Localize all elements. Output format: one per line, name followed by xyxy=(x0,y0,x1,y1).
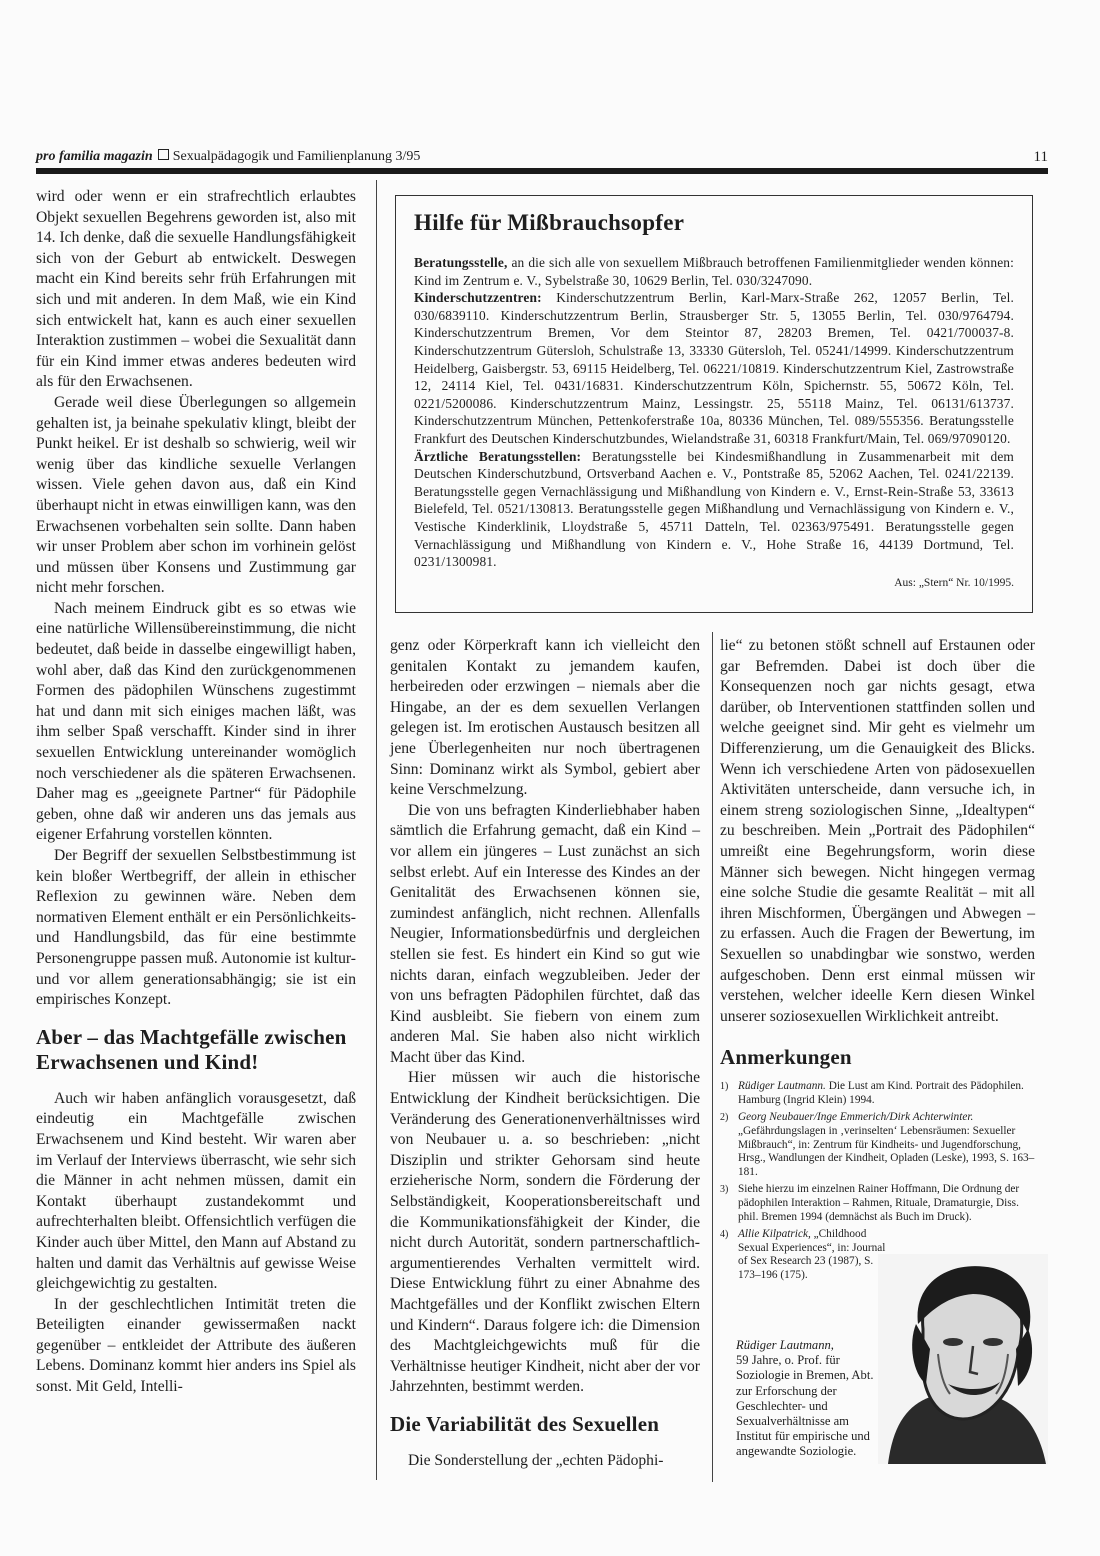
notes-heading: Anmerkungen xyxy=(720,1045,852,1070)
footnote-text: „Gefährdungslagen in ‚verinselten‘ Lebensräumen: Sexueller Mißbrauch“, in: Zentrum für Kindheits- und Jugendforschung, Hrsg., Wandlungen der Kindheit, Opladen (Leske), 1993, S. 163–181. xyxy=(738,1125,1035,1178)
footnote-text: Siehe hierzu im einzelnen Rainer Hoffmann, Die Ordnung der pädophilen Interaktion – Rahmen, Rituale, Dramaturgie, Diss. phil. Bremen 1994 (demnächst als Buch im Druck). xyxy=(738,1183,1020,1223)
footnote xyxy=(720,1080,1035,1107)
footnote xyxy=(720,1111,1035,1179)
footnote-number: 1) xyxy=(720,1081,729,1093)
box-label: Beratungsstelle, xyxy=(414,255,508,270)
column-left xyxy=(36,187,356,1398)
paragraph: lie“ zu betonen stößt schnell auf Erstaunen oder gar Befremden. Dabei ist doch über die Konsequenzen noch gar nichts gesagt, etwa darüber, ob Interventionen stattfinden sollen und welche geeignet sind. Mir geht es vielmehr um Differenzierung, um die Genauigkeit des Blicks. Wenn ich verschiedene Arten von pädosexuellen Aktivitäten unterscheide, dann versuche ich, in einem streng soziologischen Sinne, „Idealtypen“ zu beschreiben. Mein „Portrait des Pädophilen“ umreißt eine Begehrungsform, worin diese Männer sich bewegen. Nicht hingegen vermag eine solche Studie die gesamte Realität – mit all ihren Mischformen, Übergängen und Abwegen – zu erfassen. Auch die Fragen der Bewertung, im Sexuellen so unabdingbar wie sonstwo, werden aufgeschoben. Denn erst einmal müssen wir verstehen, welcher ideelle Kern diesen Winkel unserer soziosexuellen Wirklichkeit antreibt. xyxy=(720,637,1035,1025)
footnote-number: 3) xyxy=(720,1184,729,1196)
footnote-number: 4) xyxy=(720,1229,729,1241)
box-entry: Beratungsstelle bei Kindesmißhandlung in Zusammenarbeit mit dem Deutschen Kinderschutzbund, Ortsverband Aachen e. V., Pontstraße 85, 52062 Aachen, Tel. 0241/22139. Beratungsstelle gegen Vernachlässigung und Mißhandlung von Kindern e. V., Ernst-Rein-Straße 53, 33613 Bielefeld, Tel. 0521/130813. Beratungsstelle gegen Mißhandlung und Vernachlässigung von Kindern e. V., Vestische Kinderklinik, Lloydstraße 5, 45711 Datteln, Tel. 02363/975491. Beratungsstelle gegen Vernachlässigung und Mißhandlung von Kindern e. V., Hohe Straße 16, 44139 Dortmund, Tel. 0231/1300981. xyxy=(414,448,1014,570)
footnote-author: Georg Neubauer/Inge Emmerich/Dirk Achterwinter. xyxy=(738,1111,974,1124)
column-middle xyxy=(390,636,700,1472)
paragraph: wird oder wenn er ein strafrechtlich erlaubtes Objekt sexuellen Begehrens geworden ist, also mit 14. Ich denke, daß die sexuelle Handlungsfähigkeit sich von der Geburt ab entwickelt. Deswegen macht ein Kind bereits sehr früh Erfahrungen mit sich und mit anderen. In dem Maß, wie ein Kind sich entwickelt hat, kann es auch einer sexuellen Interaktion zustimmen – wobei die Sexualität dann für ein Kind immer etwas anderes bedeuten wird als für den Erwachsenen. xyxy=(36,188,356,391)
footnote-author: Allie Kilpatrick, xyxy=(738,1228,811,1241)
footnote-author: Rüdiger Lautmann. xyxy=(738,1080,826,1093)
box-source: Aus: „Stern“ Nr. 10/1995. xyxy=(894,576,1014,589)
box-text xyxy=(414,254,1014,571)
box-title: Hilfe für Mißbrauchsopfer xyxy=(414,210,685,235)
box-label: Kinderschutzzentren: xyxy=(414,290,542,306)
section-heading: Aber – das Machtgefälle zwischen Erwachsenen und Kind! xyxy=(36,1024,347,1074)
section-heading: Die Variabilität des Sexuellen xyxy=(390,1411,660,1436)
page-header xyxy=(36,148,1048,166)
footnote-text: Die Lust am Kind. Portrait des Pädophilen. Hamburg (Ingrid Klein) 1994. xyxy=(738,1080,1024,1106)
author-name: Rüdiger Lautmann, xyxy=(736,1338,834,1352)
paragraph: genz oder Körperkraft kann ich vielleicht den genitalen Kontakt zu jemandem kaufen, herbeireden oder erzwingen – niemals aber die Hingabe, an der es dem sexuellen Verlangen gelegen ist. Im erotischen Austausch besitzen all jene Überlegenheiten nur noch übertragenen Sinn: Dominanz wirkt als Symbol, gebiert aber keine Verschmelzung. xyxy=(390,637,700,799)
footnotes xyxy=(720,1080,1035,1282)
author-description: 59 Jahre, o. Prof. für Soziologie in Bremen, Abt. zur Erforschung der Geschlechter- und Sexualverhältnisse am Institut für empirische und angewandte Soziologie. xyxy=(736,1353,874,1459)
header-rule xyxy=(36,168,1048,174)
paragraph: In der geschlechtlichen Intimität treten die Beteiligten einander gewissermaßen nackt gegenüber – entkleidet der Attribute des äußeren Lebens. Dominanz kommt hier anders ins Spiel als sonst. Mit Geld, Intelli- xyxy=(36,1295,356,1396)
paragraph: Die von uns befragten Kinderliebhaber haben sämtlich die Erfahrung gemacht, daß ein Kind – vor allem ein jüngeres – Lust zunächst an sich selbst erlebt. Auf ein Interesse des Kindes an der Genitalität des Erwachsenen können sie, zumindest anfänglich, nicht rechnen. Allenfalls Neugier, Informationsbedürfnis und dergleichen stellen sie fest. Es hindert ein Kind so gut wie nichts daran, einfach wegzubleiben. Jeder der von uns befragten Pädophilen fürchtet, daß das Kind ausbleibt. Sie fiebern von einem zum anderen Mal. Sie haben also nicht wirklich Macht über das Kind. xyxy=(390,801,700,1066)
paragraph: Auch wir haben anfänglich vorausgesetzt, daß eindeutig ein Machtgefälle zwischen Erwachsenem und Kind besteht. Wir waren aber im Verlauf der Interviews überrascht, wie sehr sich die Männer in acht nehmen müssen, damit ein Kontakt überhaupt zustandekommt und aufrechterhalten bleibt. Offensichtlich verfügen die Kinder auch über Mittel, den Mann auf Abstand zu halten und damit das Verhältnis auf gewisse Weise gleichgewichtig zu gestalten. xyxy=(36,1089,356,1293)
help-box xyxy=(395,195,1033,613)
column-divider xyxy=(712,632,713,1482)
paragraph: Hier müssen wir auch die historische Entwicklung der Kindheit berücksichtigen. Die Veränderung des Generationenverhältnisses wird von Neubauer u. a. so beschrieben: „nicht Disziplin und strikter Gehorsam sind heute erzieherische Norm, sondern die Förderung der Selbständigkeit, Kooperationsbereitschaft und die Kommunikationsfähigkeit der Kinder, die nicht durch Autorität, sondern partnerschaftlich-argumentierendes Verhalten vermittelt wird. Diese Entwicklung führt zu einer Abnahme des Machtgefälles und der Konflikt zwischen Eltern und Kindern“. Daraus folgere ich: die Dimension des Machtgleichgewichts muß für die Verhältnisse heutiger Kindheit, nicht aber der vor Jahrzehnten, bestimmt werden. xyxy=(390,1069,700,1396)
square-separator-icon xyxy=(158,149,169,160)
box-entry: an die sich alle von sexuellem Mißbrauch betroffenen Familienmitglieder wenden können: Kind im Zentrum e. V., Sybelstraße 30, 10629 Berlin, Tel. 030/3247090. xyxy=(414,255,1015,288)
column-divider xyxy=(376,180,377,1480)
footnote xyxy=(720,1228,888,1282)
section-title: Sexualpädagogik und Familienplanung 3/95 xyxy=(172,149,421,164)
paragraph: Der Begriff der sexuellen Selbstbestimmung ist kein bloßer Wertbegriff, der allein in ethischer Reflexion zu gewinnen wäre. Neben dem normativen Element enthält er ein Persönlichkeits- und Handlungsbild, das für eine bestimmte Personengruppe passen muß. Autonomie ist kultur- und vor allem generationsabhängig; sie ist ein empirisches Konzept. xyxy=(36,847,356,1009)
footnote-text: „Childhood Sexual Experiences“, in: Journal of Sex Research 23 (1987), S. 173–196 (175). xyxy=(738,1228,886,1281)
paragraph: Gerade weil diese Überlegungen so allgemein gehalten ist, ja beinahe spekulativ klingt, bleibt der Punkt heikel. Er ist deshalb so schwierig, weil wir wenig über das kindliche sexuelle Verlangen wissen. Viele gehen davon aus, daß ein Kind überhaupt nicht in etwas einwilligen kann, was den Erwachsenen vorbehalten sein sollte. Dann haben wir unser Problem aber schon im vorhinein gelöst und müssen über Konsens und Zustimmung gar nicht mehr forschen. xyxy=(36,393,356,597)
footnote-number: 2) xyxy=(720,1112,729,1124)
paragraph: Nach meinem Eindruck gibt es so etwas wie eine natürliche Willensübereinstimmung, die nicht bedeutet, daß beide in dasselbe eingewilligt haben, wohl aber, daß das Kind den zurückgenommenen Formen des pädophilen Wünschens zugestimmt hat und dann mit sich einiges machen läßt, was ihm selber Spaß verschafft. Kinder sind in ihrer sexuellen Entwicklung untereinander womöglich noch verschiedener als die späteren Erwachsenen. Daher mag es „geeignete Partner“ für Pädophile geben, ohne daß wir anderen uns das jemals aus eigener Erfahrung vorstellen könnten. xyxy=(36,599,356,844)
column-right xyxy=(720,636,1035,1287)
box-label: Ärztliche Beratungsstellen: xyxy=(414,448,582,464)
page-number: 11 xyxy=(1033,149,1048,165)
footnote xyxy=(720,1183,1035,1224)
box-entry: Kinderschutzzentrum Berlin, Karl-Marx-Straße 262, 12057 Berlin, Tel. 030/6839110. Kinderschutzzentrum Berlin, Strausberger Str. 5, 13055 Berlin, Tel. 030/9764794. Kinderschutzzentrum Bremen, Vor dem Steintor 87, 28203 Bremen, Tel. 0421/700037-8. Kinderschutzzentrum Gütersloh, Schulstraße 13, 33330 Gütersloh, Tel. 05241/14999. Kinderschutzzentrum Heidelberg, Gaisbergstr. 53, 69115 Heidelberg, Tel. 06221/10819. Kinderschutzzentrum Kiel, Zastrowstraße 12, 24114 Kiel, Tel. 0431/16831. Kinderschutzzentrum Köln, Spichernstr. 55, 50672 Köln, Tel. 0221/5200086. Kinderschutzzentrum Mainz, Lessingstr. 25, 55118 Mainz, Tel. 06131/613737. Kinderschutzzentrum München, Pettenkoferstraße 10a, 80336 München, Tel. 089/555356. Beratungsstelle Frankfurt des Deutschen Kinderschutzbundes, Wielandstraße 31, 60318 Frankfurt/Main, Tel. 069/97090120. xyxy=(414,290,1014,446)
author-bio xyxy=(736,1338,876,1460)
author-portrait-image xyxy=(878,1254,1048,1464)
paragraph: Die Sonderstellung der „echten Pädophi- xyxy=(408,1451,664,1469)
magazine-title: pro familia magazin xyxy=(36,149,153,164)
